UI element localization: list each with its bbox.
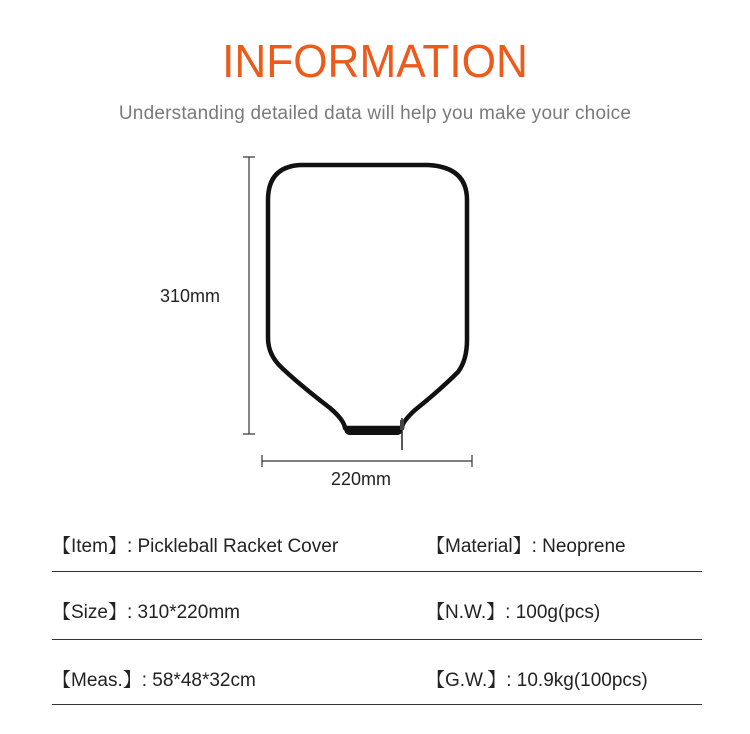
divider (52, 704, 702, 705)
height-dimension-line (243, 157, 255, 434)
spec-row (52, 531, 702, 591)
spec-measurement: 【Meas.】: 58*48*32cm (52, 670, 256, 691)
spec-gross-weight: 【G.W.】: 10.9kg(100pcs) (426, 670, 648, 691)
height-label: 310mm (160, 286, 221, 306)
width-dimension-line (262, 455, 472, 467)
spec-item: 【Item】: Pickleball Racket Cover (52, 536, 339, 557)
divider (52, 571, 702, 572)
page-title: INFORMATION (222, 35, 528, 87)
divider (52, 639, 702, 640)
paddle-cover-icon (268, 165, 467, 450)
spec-size: 【Size】: 310*220mm (52, 602, 240, 623)
width-label: 220mm (331, 469, 392, 489)
spec-row (52, 665, 702, 725)
page-subtitle: Understanding detailed data will help you make your choice (118, 103, 632, 124)
spec-material: 【Material】: Neoprene (426, 536, 626, 557)
spec-net-weight: 【N.W.】: 100g(pcs) (426, 602, 601, 623)
spec-row (52, 597, 702, 657)
zipper-tab-icon (400, 420, 404, 430)
